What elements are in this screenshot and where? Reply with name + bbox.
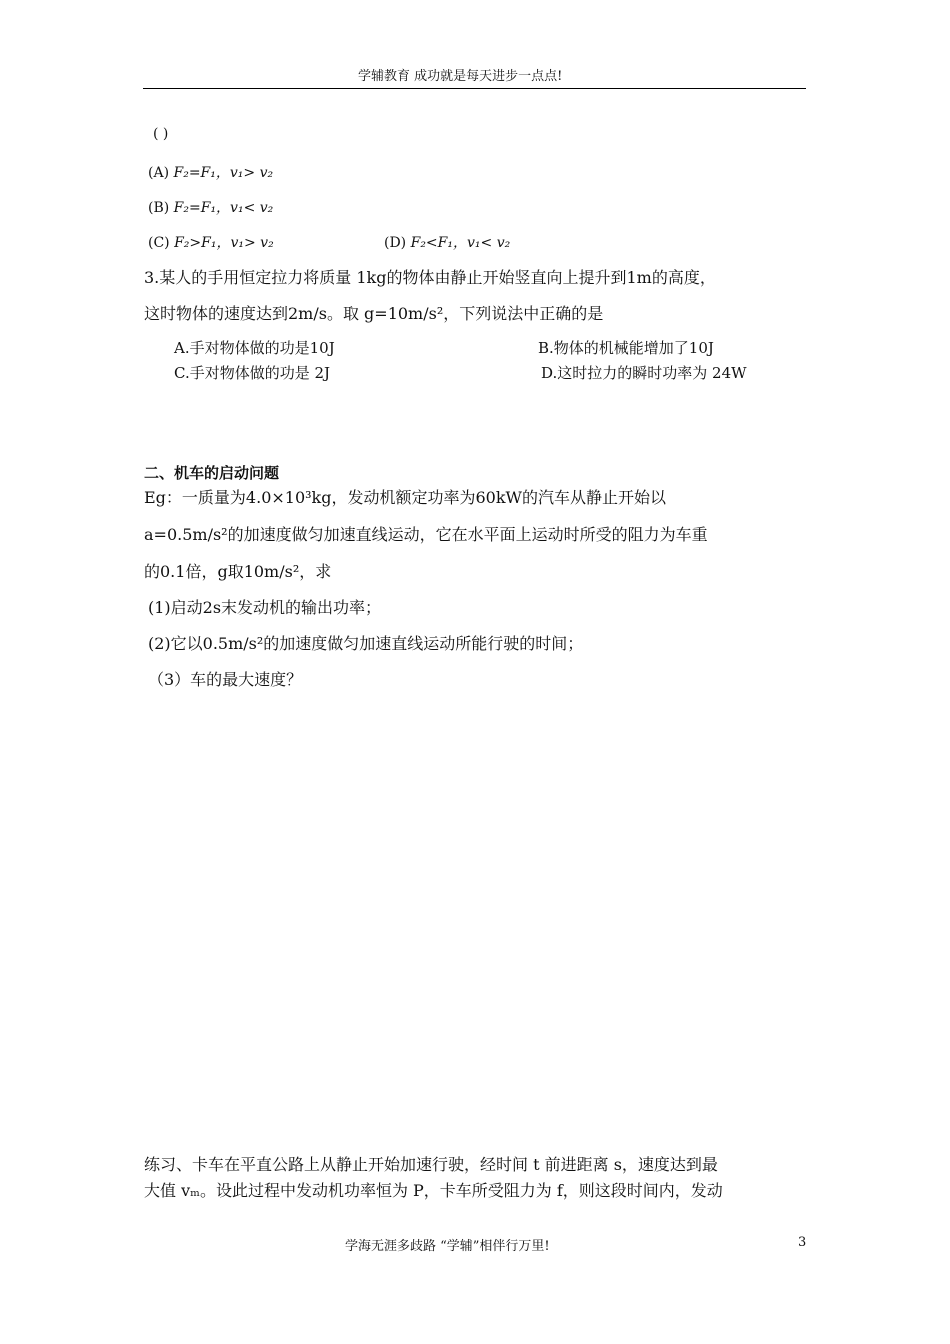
sub-question-2: (2)它以0.5m/s²的加速度做匀加速直线运动所能行驶的时间； xyxy=(148,634,584,653)
question-2-blank: ( ) xyxy=(153,126,169,142)
practice-line-1: 练习、卡车在平直公路上从静止开始加速行驶，经时间 t 前进距离 s，速度达到最 xyxy=(144,1155,718,1174)
example-line-3: 的0.1倍，g取10m/s²，求 xyxy=(144,562,332,581)
practice-line-2: 大值 vₘ。设此过程中发动机功率恒为 P，卡车所受阻力为 f，则这段时间内，发动 xyxy=(144,1181,723,1200)
option-text: F₂<F₁，v₁< v₂ xyxy=(410,235,511,251)
question-3-line-2: 这时物体的速度达到2m/s。取 g=10m/s²，下列说法中正确的是 xyxy=(144,304,604,323)
option-label: (A) xyxy=(148,165,170,181)
question-3-line-1: 3.某人的手用恒定拉力将质量 1kg的物体由静止开始竖直向上提升到1m的高度， xyxy=(144,268,716,287)
section-title: 二、机车的启动问题 xyxy=(144,464,280,482)
option-text: F₂>F₁，v₁> v₂ xyxy=(174,235,274,251)
question-2-option-b xyxy=(148,197,273,217)
sub-question-1: (1)启动2s末发动机的输出功率； xyxy=(148,598,382,617)
header-rule xyxy=(143,88,806,89)
footer-motto: 学海无涯多歧路 “学辅”相伴行万里! xyxy=(345,1239,550,1254)
option-label: (C) xyxy=(148,235,170,251)
question-2-option-d xyxy=(384,232,510,252)
example-line-1: Eg：一质量为4.0×10³kg，发动机额定功率为60kW的汽车从静止开始以 xyxy=(144,488,666,507)
example-line-2: a=0.5m/s²的加速度做匀加速直线运动，它在水平面上运动时所受的阻力为车重 xyxy=(144,525,708,544)
question-2-option-c xyxy=(148,232,274,252)
question-3-option-a: A.手对物体做的功是10J xyxy=(174,339,335,357)
sub-question-3: （3）车的最大速度？ xyxy=(148,670,303,689)
page-header: 学辅教育 成功就是每天进步一点点! xyxy=(358,69,563,84)
question-3-option-d: D.这时拉力的瞬时功率为 24W xyxy=(541,364,747,382)
option-label: (D) xyxy=(384,235,407,251)
question-2-option-a xyxy=(148,162,273,182)
question-3-option-c: C.手对物体做的功是 2J xyxy=(174,364,331,382)
option-text: F₂=F₁，v₁> v₂ xyxy=(173,165,274,181)
page-number: 3 xyxy=(798,1235,807,1250)
question-3-option-b: B.物体的机械能增加了10J xyxy=(538,339,714,357)
option-label: (B) xyxy=(148,200,170,216)
option-text: F₂=F₁，v₁< v₂ xyxy=(173,200,274,216)
